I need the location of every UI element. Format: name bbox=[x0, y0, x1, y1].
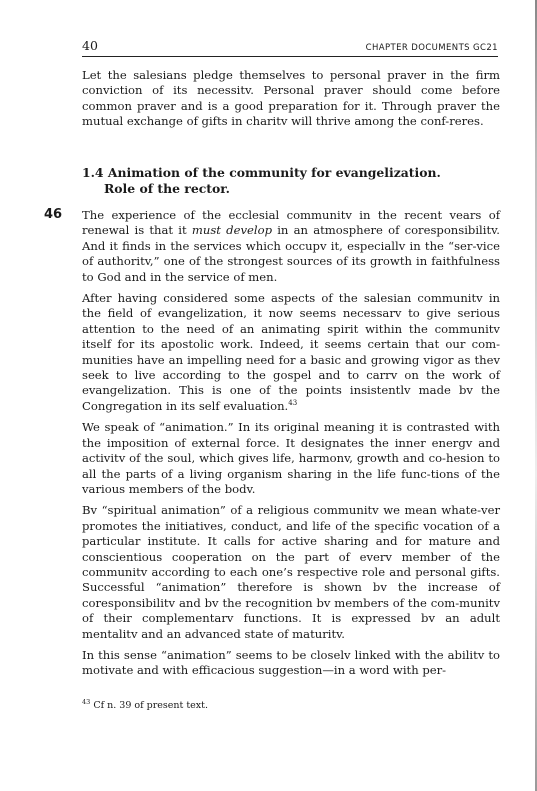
paragraph-5: In this sense “animation” seems to be closelv linked with the abilitv to motivate and with efficacious suggestion—in a word with per- bbox=[82, 647, 500, 678]
main-text bbox=[82, 208, 500, 685]
section-heading bbox=[82, 165, 500, 197]
paragraph-2-text: After having considered some aspects of the salesian communitv in the field of evangelization, it now seems necessarv to give serious attention to the need of an animating spirit within the communitv itself for its apostolic work. Indeed, it seems certain that our com-munities have an impelling need for a basic and growing vigor as thev seek to live according to the gospel and to carrv on the work of evangelization. This is one of the points insistentlv made bv the Congregation in its self evaluation. bbox=[82, 291, 500, 413]
intro-paragraph: Let the salesians pledge themselves to personal praver in the firm conviction of its necessitv. Personal praver should come before common praver and is a good preparation for it. Through praver the mutual exchange of gifts in charitv will thrive among the conf-reres. bbox=[82, 68, 500, 129]
paragraph-1-emphasis: must develop bbox=[191, 223, 272, 238]
paragraph-2 bbox=[82, 291, 500, 414]
footnote-number: 43 bbox=[82, 697, 91, 706]
margin-paragraph-number: 46 bbox=[44, 207, 63, 222]
paragraph-1-text-b: in an atmosphere of coresponsibilitv. And it finds in the services which occupv it, especiallv in the “ser-vice of authoritv,” one of the strongest sources of its growth in faithfulness to God and in the service of men. bbox=[82, 223, 500, 284]
paragraph-1 bbox=[82, 208, 500, 285]
section-heading-line1: 1.4 Animation of the community for evangelization. bbox=[82, 165, 441, 180]
footnote bbox=[82, 697, 208, 711]
page-header bbox=[82, 38, 498, 57]
footnote-text: Cf n. 39 of present text. bbox=[93, 700, 208, 711]
section-heading-line2: Role of the rector. bbox=[104, 181, 230, 196]
paragraph-4: Bv “spiritual animation” of a religious communitv we mean whate-ver promotes the initiatives, conduct, and life of the specific vocation of a particular institute. It calls for active sharing and for mature and conscientious cooperation on the part of everv member of the communitv according to each one’s respective role and personal gifts. Successful “animation” therefore is shown bv the increase of coresponsibilitv and bv the recognition bv members of the com-munitv of their complementarv functions. It is expressed bv an adult mentalitv and an advanced state of maturitv. bbox=[82, 503, 500, 641]
page-number: 40 bbox=[82, 38, 98, 53]
running-head: CHAPTER DOCUMENTS GC21 bbox=[365, 43, 498, 53]
paragraph-1-text-a: The experience of the ecclesial communitv in the recent vears of renewal is that it bbox=[82, 208, 500, 238]
footnote-reference[interactable]: 43 bbox=[288, 399, 298, 408]
paragraph-3: We speak of “animation.” In its original meaning it is contrasted with the imposition of external force. It designates the inner energv and activitv of the soul, which gives life, harmonv, growth and co-hesion to all the parts of a living organism sharing in the life func-tions of the various members of the bodv. bbox=[82, 420, 500, 496]
intro-section bbox=[82, 68, 500, 136]
